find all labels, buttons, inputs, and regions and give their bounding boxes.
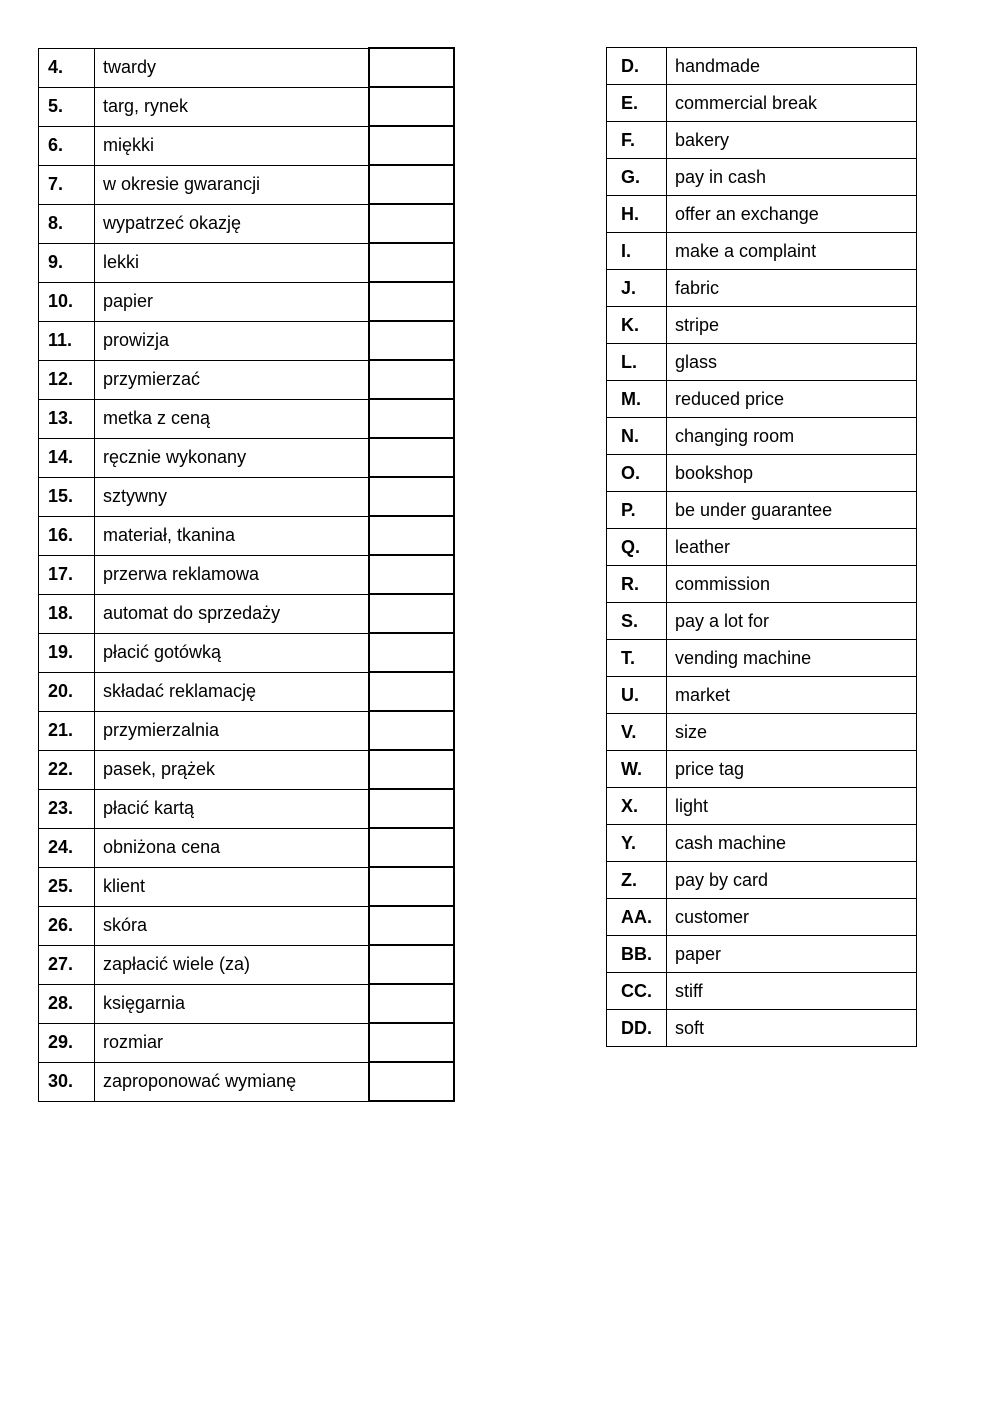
polish-term-row <box>39 438 454 477</box>
english-term: stripe <box>667 307 917 344</box>
polish-term: płacić gotówką <box>95 633 369 672</box>
english-term-row <box>607 233 917 270</box>
item-letter: V. <box>607 714 667 751</box>
item-letter: R. <box>607 566 667 603</box>
item-number: 14. <box>39 438 95 477</box>
polish-term-row <box>39 945 454 984</box>
polish-term-row <box>39 282 454 321</box>
polish-term: przerwa reklamowa <box>95 555 369 594</box>
polish-term-row <box>39 867 454 906</box>
answer-box[interactable] <box>369 360 454 399</box>
english-term-row <box>607 122 917 159</box>
polish-terms-table <box>38 47 455 1102</box>
english-term: handmade <box>667 48 917 85</box>
english-term: market <box>667 677 917 714</box>
english-term-row <box>607 899 917 936</box>
polish-term-row <box>39 789 454 828</box>
polish-term: twardy <box>95 48 369 87</box>
answer-box[interactable] <box>369 711 454 750</box>
answer-box[interactable] <box>369 48 454 87</box>
answer-box[interactable] <box>369 906 454 945</box>
polish-term-row <box>39 87 454 126</box>
item-number: 18. <box>39 594 95 633</box>
answer-box[interactable] <box>369 126 454 165</box>
english-term-row <box>607 973 917 1010</box>
polish-term: materiał, tkanina <box>95 516 369 555</box>
item-number: 22. <box>39 750 95 789</box>
polish-term-row <box>39 321 454 360</box>
item-letter: T. <box>607 640 667 677</box>
polish-term-row <box>39 984 454 1023</box>
english-term-row <box>607 788 917 825</box>
english-term: fabric <box>667 270 917 307</box>
item-letter: U. <box>607 677 667 714</box>
english-term: customer <box>667 899 917 936</box>
polish-term: klient <box>95 867 369 906</box>
answer-box[interactable] <box>369 750 454 789</box>
item-number: 30. <box>39 1062 95 1101</box>
item-letter: J. <box>607 270 667 307</box>
english-term-row <box>607 751 917 788</box>
english-term-row <box>607 529 917 566</box>
item-letter: F. <box>607 122 667 159</box>
english-term-row <box>607 418 917 455</box>
item-letter: M. <box>607 381 667 418</box>
item-number: 15. <box>39 477 95 516</box>
item-number: 13. <box>39 399 95 438</box>
english-term-row <box>607 196 917 233</box>
polish-term-row <box>39 750 454 789</box>
english-term-row <box>607 85 917 122</box>
polish-term-row <box>39 360 454 399</box>
item-number: 16. <box>39 516 95 555</box>
answer-box[interactable] <box>369 789 454 828</box>
item-letter: D. <box>607 48 667 85</box>
polish-term: targ, rynek <box>95 87 369 126</box>
answer-box[interactable] <box>369 1023 454 1062</box>
item-number: 6. <box>39 126 95 165</box>
polish-term: składać reklamację <box>95 672 369 711</box>
english-term: bakery <box>667 122 917 159</box>
english-term: pay by card <box>667 862 917 899</box>
polish-term: ręcznie wykonany <box>95 438 369 477</box>
item-letter: Y. <box>607 825 667 862</box>
english-term: price tag <box>667 751 917 788</box>
answer-box[interactable] <box>369 516 454 555</box>
item-number: 28. <box>39 984 95 1023</box>
polish-term: przymierzać <box>95 360 369 399</box>
item-number: 20. <box>39 672 95 711</box>
polish-term: sztywny <box>95 477 369 516</box>
item-number: 11. <box>39 321 95 360</box>
english-term: vending machine <box>667 640 917 677</box>
english-term: bookshop <box>667 455 917 492</box>
item-number: 24. <box>39 828 95 867</box>
item-number: 23. <box>39 789 95 828</box>
english-term-row <box>607 566 917 603</box>
english-term: pay in cash <box>667 159 917 196</box>
polish-term: prowizja <box>95 321 369 360</box>
english-term: paper <box>667 936 917 973</box>
answer-box[interactable] <box>369 321 454 360</box>
answer-box[interactable] <box>369 282 454 321</box>
english-term: offer an exchange <box>667 196 917 233</box>
polish-term-row <box>39 399 454 438</box>
answer-box[interactable] <box>369 477 454 516</box>
english-term: commercial break <box>667 85 917 122</box>
english-term: pay a lot for <box>667 603 917 640</box>
english-term-row <box>607 714 917 751</box>
item-letter: BB. <box>607 936 667 973</box>
answer-box[interactable] <box>369 672 454 711</box>
english-term-row <box>607 270 917 307</box>
english-term: commission <box>667 566 917 603</box>
polish-term: płacić kartą <box>95 789 369 828</box>
item-letter: N. <box>607 418 667 455</box>
answer-box[interactable] <box>369 399 454 438</box>
item-number: 29. <box>39 1023 95 1062</box>
polish-term: skóra <box>95 906 369 945</box>
item-number: 12. <box>39 360 95 399</box>
english-term: leather <box>667 529 917 566</box>
english-term-row <box>607 159 917 196</box>
english-terms-body <box>607 48 917 1047</box>
item-number: 8. <box>39 204 95 243</box>
item-letter: CC. <box>607 973 667 1010</box>
polish-term: obniżona cena <box>95 828 369 867</box>
item-number: 19. <box>39 633 95 672</box>
english-term-row <box>607 48 917 85</box>
english-term-row <box>607 344 917 381</box>
english-terms-table <box>606 47 917 1047</box>
english-term-row <box>607 862 917 899</box>
answer-box[interactable] <box>369 984 454 1023</box>
item-letter: W. <box>607 751 667 788</box>
answer-box[interactable] <box>369 594 454 633</box>
polish-term-row <box>39 165 454 204</box>
polish-term: przymierzalnia <box>95 711 369 750</box>
english-term: reduced price <box>667 381 917 418</box>
english-term: light <box>667 788 917 825</box>
item-number: 17. <box>39 555 95 594</box>
polish-term: rozmiar <box>95 1023 369 1062</box>
polish-term: pasek, prążek <box>95 750 369 789</box>
polish-term: wypatrzeć okazję <box>95 204 369 243</box>
english-term: cash machine <box>667 825 917 862</box>
polish-term-row <box>39 243 454 282</box>
answer-box[interactable] <box>369 204 454 243</box>
polish-term: papier <box>95 282 369 321</box>
item-letter: AA. <box>607 899 667 936</box>
answer-box[interactable] <box>369 438 454 477</box>
polish-term: zaproponować wymianę <box>95 1062 369 1101</box>
polish-term: metka z ceną <box>95 399 369 438</box>
english-term: be under guarantee <box>667 492 917 529</box>
polish-term-row <box>39 477 454 516</box>
english-term: glass <box>667 344 917 381</box>
item-letter: G. <box>607 159 667 196</box>
english-term-row <box>607 603 917 640</box>
item-letter: DD. <box>607 1010 667 1047</box>
polish-term-row <box>39 828 454 867</box>
english-term-row <box>607 677 917 714</box>
item-number: 9. <box>39 243 95 282</box>
polish-term-row <box>39 204 454 243</box>
item-letter: E. <box>607 85 667 122</box>
answer-box[interactable] <box>369 87 454 126</box>
answer-box[interactable] <box>369 165 454 204</box>
item-number: 26. <box>39 906 95 945</box>
polish-term-row <box>39 1062 454 1101</box>
polish-term-row <box>39 906 454 945</box>
item-letter: S. <box>607 603 667 640</box>
polish-terms-body <box>39 48 454 1101</box>
item-letter: L. <box>607 344 667 381</box>
english-term-row <box>607 492 917 529</box>
english-term-row <box>607 455 917 492</box>
answer-box[interactable] <box>369 555 454 594</box>
english-term-row <box>607 381 917 418</box>
polish-term: księgarnia <box>95 984 369 1023</box>
item-number: 25. <box>39 867 95 906</box>
polish-term: lekki <box>95 243 369 282</box>
answer-box[interactable] <box>369 633 454 672</box>
answer-box[interactable] <box>369 828 454 867</box>
item-number: 4. <box>39 48 95 87</box>
item-letter: K. <box>607 307 667 344</box>
polish-term-row <box>39 633 454 672</box>
polish-term: zapłacić wiele (za) <box>95 945 369 984</box>
item-letter: Q. <box>607 529 667 566</box>
english-term: changing room <box>667 418 917 455</box>
english-term-row <box>607 825 917 862</box>
polish-term: miękki <box>95 126 369 165</box>
english-term: stiff <box>667 973 917 1010</box>
item-number: 27. <box>39 945 95 984</box>
item-number: 7. <box>39 165 95 204</box>
polish-term-row <box>39 1023 454 1062</box>
item-letter: Z. <box>607 862 667 899</box>
item-letter: O. <box>607 455 667 492</box>
english-term: size <box>667 714 917 751</box>
polish-term-row <box>39 555 454 594</box>
answer-box[interactable] <box>369 1062 454 1101</box>
item-number: 5. <box>39 87 95 126</box>
polish-term-row <box>39 711 454 750</box>
answer-box[interactable] <box>369 243 454 282</box>
english-term: soft <box>667 1010 917 1047</box>
item-number: 21. <box>39 711 95 750</box>
item-letter: X. <box>607 788 667 825</box>
english-term-row <box>607 307 917 344</box>
polish-term-row <box>39 672 454 711</box>
english-term-row <box>607 640 917 677</box>
polish-term-row <box>39 48 454 87</box>
answer-box[interactable] <box>369 867 454 906</box>
item-letter: I. <box>607 233 667 270</box>
english-term-row <box>607 936 917 973</box>
polish-term: automat do sprzedaży <box>95 594 369 633</box>
polish-term: w okresie gwarancji <box>95 165 369 204</box>
item-letter: P. <box>607 492 667 529</box>
item-number: 10. <box>39 282 95 321</box>
english-term-row <box>607 1010 917 1047</box>
english-term: make a complaint <box>667 233 917 270</box>
polish-term-row <box>39 516 454 555</box>
polish-term-row <box>39 594 454 633</box>
answer-box[interactable] <box>369 945 454 984</box>
polish-term-row <box>39 126 454 165</box>
item-letter: H. <box>607 196 667 233</box>
